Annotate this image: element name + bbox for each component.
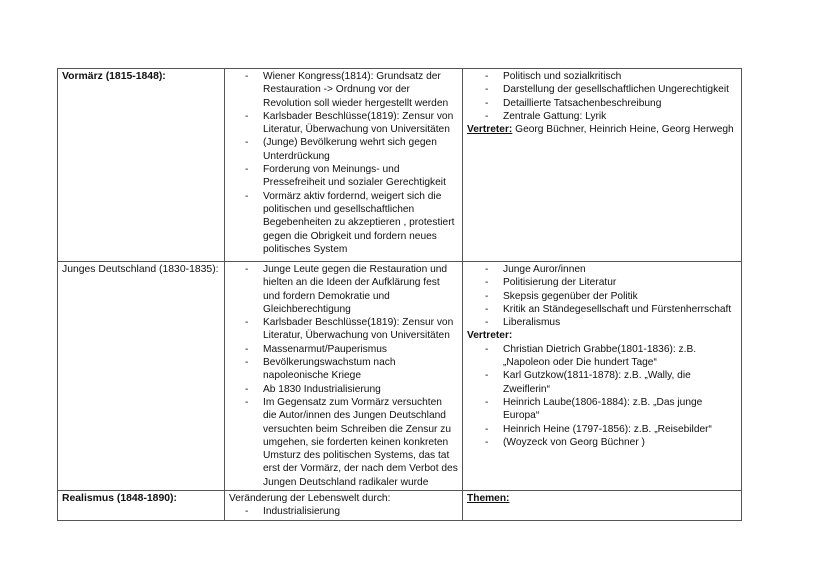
list-item: - (Woyzeck von Georg Büchner ) bbox=[467, 436, 737, 449]
list-item: - Bevölkerungswachstum nach napoleonische Kriege bbox=[229, 356, 458, 383]
features-cell bbox=[463, 491, 742, 521]
list-item: - Heinrich Laube(1806-1884): z.B. „Das junge Europa“ bbox=[467, 396, 737, 423]
list-item: - Junge Auror/innen bbox=[467, 263, 737, 276]
features-cell bbox=[463, 69, 742, 262]
list-item: - Massenarmut/Pauperismus bbox=[229, 343, 458, 356]
era-cell bbox=[58, 262, 225, 491]
context-cell bbox=[225, 262, 463, 491]
vertreter-label: Vertreter: bbox=[467, 330, 513, 342]
features-list bbox=[467, 70, 737, 123]
vertreter-list bbox=[467, 343, 737, 449]
context-list bbox=[229, 505, 458, 518]
table-row bbox=[58, 491, 742, 521]
list-item: - Kritik an Ständegesellschaft und Fürstenherrschaft bbox=[467, 303, 737, 316]
context-list bbox=[229, 70, 458, 256]
list-item: - Heinrich Heine (1797-1856): z.B. „Reisebilder“ bbox=[467, 423, 737, 436]
list-item: - Forderung von Meinungs- und Pressefreiheit und sozialer Gerechtigkeit bbox=[229, 163, 458, 190]
list-item: - Vormärz aktiv fordernd, weigert sich die politischen und gesellschaftlichen Begebenheiten zu akzeptieren , protestiert gegen die Obrigkeit und fordern neues politisches System bbox=[229, 190, 458, 256]
context-intro: Veränderung der Lebenswelt durch: bbox=[229, 493, 391, 505]
vertreter-names: Georg Büchner, Heinrich Heine, Georg Herwegh bbox=[512, 124, 734, 136]
list-item: - Skepsis gegenüber der Politik bbox=[467, 290, 737, 303]
features-cell bbox=[463, 262, 742, 491]
list-item: - Politisierung der Literatur bbox=[467, 276, 737, 289]
context-cell bbox=[225, 69, 463, 262]
list-item: - Zentrale Gattung: Lyrik bbox=[467, 110, 737, 123]
list-item: - (Junge) Bevölkerung wehrt sich gegen Unterdrückung bbox=[229, 136, 458, 163]
era-title: Realismus (1848-1890): bbox=[62, 493, 177, 505]
features-list bbox=[467, 263, 737, 329]
era-title: Vormärz (1815-1848): bbox=[62, 71, 166, 82]
table-row bbox=[58, 69, 742, 262]
list-item: - Industrialisierung bbox=[229, 505, 458, 518]
era-title: Junges Deutschland (1830-1835): bbox=[62, 264, 219, 275]
vertreter-label: Vertreter: bbox=[467, 124, 513, 136]
vertreter-line bbox=[467, 123, 737, 136]
context-cell bbox=[225, 491, 463, 521]
themen-label: Themen: bbox=[467, 493, 510, 505]
list-item: - Liberalismus bbox=[467, 316, 737, 329]
list-item: - Im Gegensatz zum Vormärz versuchten die Autor/innen des Jungen Deutschland versuchten beim Schreiben die Zensur zu umgehen, sie forderten keinen konkreten Umsturz des politischen Systems, das tat erst der Vormärz, der nach dem Verbot des Jungen Deutschland radikaler wurde bbox=[229, 396, 458, 489]
epochs-table bbox=[57, 68, 742, 521]
list-item: - Karlsbader Beschlüsse(1819): Zensur von Literatur, Überwachung von Universitäten bbox=[229, 110, 458, 137]
list-item: - Karlsbader Beschlüsse(1819): Zensur von Literatur, Überwachung von Universitäten bbox=[229, 316, 458, 343]
list-item: - Karl Gutzkow(1811-1878): z.B. „Wally, die Zweiflerin“ bbox=[467, 369, 737, 396]
list-item: - Christian Dietrich Grabbe(1801-1836): z.B. „Napoleon oder Die hundert Tage“ bbox=[467, 343, 737, 370]
context-list bbox=[229, 263, 458, 489]
list-item: - Wiener Kongress(1814): Grundsatz der Restauration -> Ordnung vor der Revolution soll wieder hergestellt werden bbox=[229, 70, 458, 110]
list-item: - Politisch und sozialkritisch bbox=[467, 70, 737, 83]
list-item: - Darstellung der gesellschaftlichen Ungerechtigkeit bbox=[467, 83, 737, 96]
era-cell bbox=[58, 491, 225, 521]
table-row bbox=[58, 262, 742, 491]
list-item: - Detaillierte Tatsachenbeschreibung bbox=[467, 97, 737, 110]
list-item: - Ab 1830 Industrialisierung bbox=[229, 383, 458, 396]
era-cell bbox=[58, 69, 225, 262]
list-item: - Junge Leute gegen die Restauration und hielten an die Ideen der Aufklärung fest und fordern Demokratie und Gleichberechtigung bbox=[229, 263, 458, 316]
